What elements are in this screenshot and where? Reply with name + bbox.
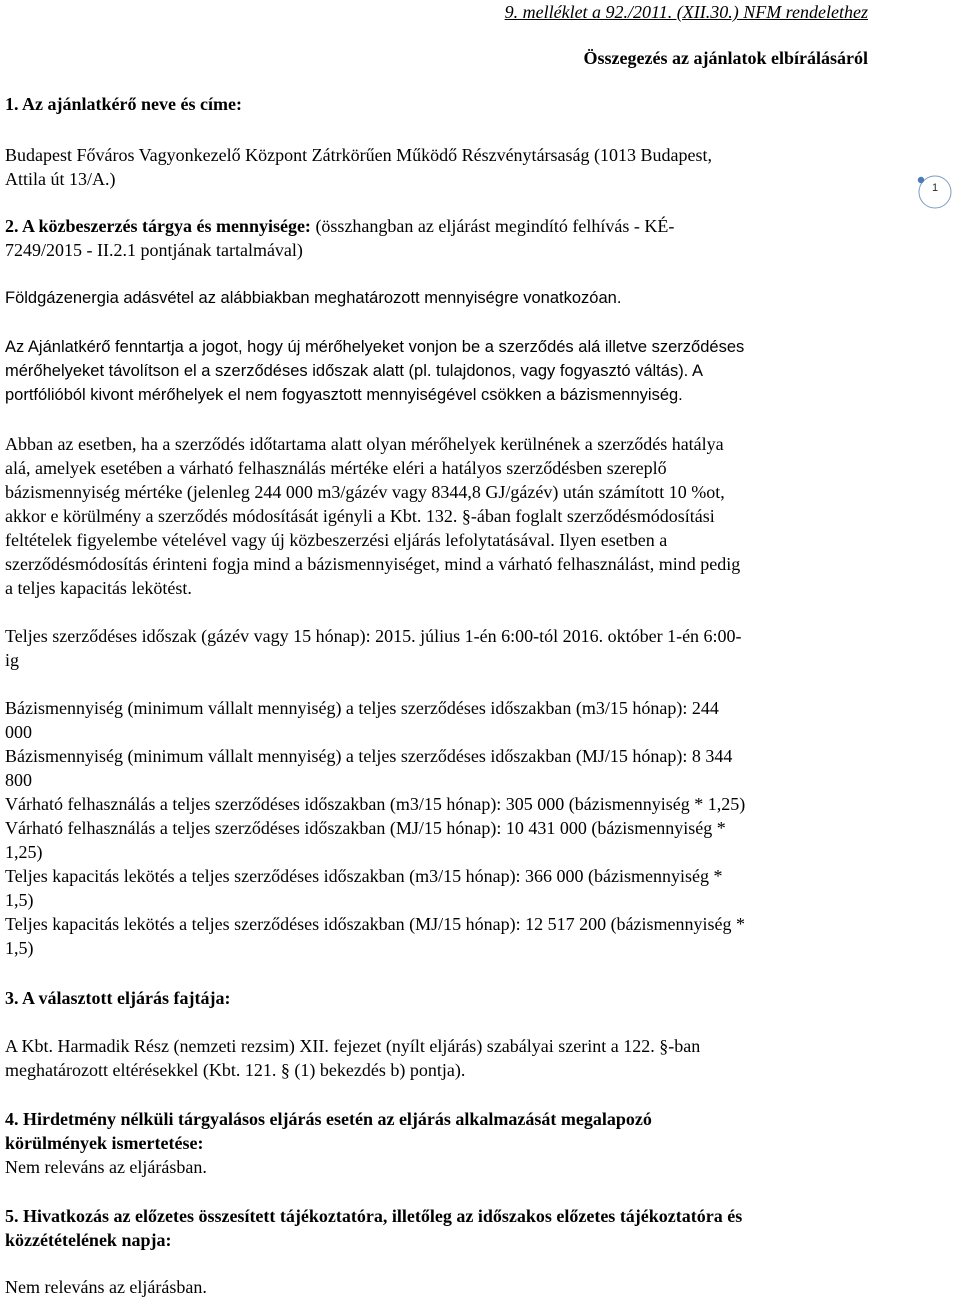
document-title: Összegezés az ajánlatok elbírálásáról [583, 48, 868, 68]
quantity-line: Bázismennyiség (minimum vállalt mennyiség) a teljes szerződéses időszakban (m3/15 hónap): 244 [5, 698, 719, 718]
page-number-badge [915, 172, 955, 212]
quantity-line: Várható felhasználás a teljes szerződéses időszakban (m3/15 hónap): 305 000 (bázismennyiség * 1,25) [5, 794, 746, 814]
quantity-line: 1,5) [5, 890, 34, 910]
section-2-heading-bold: 2. A közbeszerzés tárgya és mennyisége: [5, 216, 311, 236]
section-2-paragraph-line: a teljes kapacitás lekötést. [5, 578, 192, 598]
section-5-heading-line: közzétételének napja: [5, 1230, 172, 1250]
section-2-subject: Földgázenergia adásvétel az alábbiakban meghatározott mennyiségre vonatkozóan. [5, 289, 622, 307]
section-2-paragraph-line: szerződésmódosítás érinteni fogja mind a bázismennyiséget, mind a várható felhasználást, mind pedig [5, 554, 741, 574]
section-3-heading: 3. A választott eljárás fajtája: [5, 988, 231, 1008]
section-1-body-line: Attila út 13/A.) [5, 169, 116, 189]
quantity-line: Teljes kapacitás lekötés a teljes szerződéses időszakban (MJ/15 hónap): 12 517 200 (bázismennyiség * [5, 914, 746, 934]
section-5-body: Nem releváns az eljárásban. [5, 1277, 207, 1297]
section-2-paragraph-line: Abban az esetben, ha a szerződés időtartama alatt olyan mérőhelyek kerülnének a szerződés hatálya [5, 434, 724, 454]
section-2-paragraph-line: mérőhelyeket távolítson el a szerződéses időszak alatt (pl. tulajdonos, vagy fogyasztó váltás). A [5, 362, 703, 380]
section-2-paragraph-line: bázismennyiség mértéke (jelenleg 244 000 m3/gázév vagy 8344,8 GJ/gázév) után számított 10 %ot, [5, 482, 725, 502]
section-2-heading [5, 214, 674, 238]
section-5-heading-line: 5. Hivatkozás az előzetes összesített tájékoztatóra, illetőleg az időszakos előzetes tájékoztatóra és [5, 1206, 743, 1226]
section-2-paragraph-line: akkor e körülmény a szerződés módosítását igényli a Kbt. 132. §-ában foglalt szerződésmódosítási [5, 506, 715, 526]
quantity-line: 000 [5, 722, 32, 742]
page-number: 1 [931, 182, 939, 194]
section-4-body: Nem releváns az eljárásban. [5, 1157, 207, 1177]
annex-reference: 9. melléklet a 92./2011. (XII.30.) NFM rendelethez [504, 2, 868, 22]
quantity-line: 800 [5, 770, 32, 790]
quantity-line: Várható felhasználás a teljes szerződéses időszakban (MJ/15 hónap): 10 431 000 (bázismennyiség * [5, 818, 726, 838]
quantity-line: 1,5) [5, 938, 34, 958]
section-2-heading-rest: (összhangban az eljárást megindító felhívás - KÉ- [310, 216, 675, 236]
section-2-paragraph-line: alá, amelyek esetében a várható felhasználás mértéke eléri a hatályos szerződésben szereplő [5, 458, 667, 478]
section-3-body-line: A Kbt. Harmadik Rész (nemzeti rezsim) XII. fejezet (nyílt eljárás) szabályai szerint a 122. §-ban [5, 1036, 701, 1056]
section-2-heading-line: 7249/2015 - II.2.1 pontjának tartalmával) [5, 240, 303, 260]
section-1-body-line: Budapest Főváros Vagyonkezelő Központ Zátrkörűen Működő Részvénytársaság (1013 Budapest, [5, 145, 713, 165]
quantity-line: Bázismennyiség (minimum vállalt mennyiség) a teljes szerződéses időszakban (MJ/15 hónap): 8 344 [5, 746, 733, 766]
section-2-period-line: Teljes szerződéses időszak (gázév vagy 15 hónap): 2015. július 1-én 6:00-tól 2016. október 1-én 6:00- [5, 626, 742, 646]
section-1-heading: 1. Az ajánlatkérő neve és címe: [5, 94, 242, 114]
section-3-body-line: meghatározott eltérésekkel (Kbt. 121. § (1) bekezdés b) pontja). [5, 1060, 466, 1080]
quantity-line: 1,25) [5, 842, 43, 862]
quantity-line: Teljes kapacitás lekötés a teljes szerződéses időszakban (m3/15 hónap): 366 000 (bázismennyiség * [5, 866, 723, 886]
section-2-period-line: ig [5, 650, 20, 670]
section-4-heading-line: 4. Hirdetmény nélküli tárgyalásos eljárás esetén az eljárás alkalmazását megalapozó [5, 1109, 652, 1129]
section-4-heading-line: körülmények ismertetése: [5, 1133, 204, 1153]
section-2-paragraph-line: portfólióból kivont mérőhelyek el nem fogyasztott mennyiségével csökken a bázismennyiség. [5, 386, 683, 404]
section-2-paragraph-line: Az Ajánlatkérő fenntartja a jogot, hogy új mérőhelyeket vonjon be a szerződés alá illetve szerződéses [5, 338, 745, 356]
section-2-paragraph-line: feltételek figyelembe vételével vagy új közbeszerzési eljárás lefolytatásával. Ilyen esetben a [5, 530, 668, 550]
